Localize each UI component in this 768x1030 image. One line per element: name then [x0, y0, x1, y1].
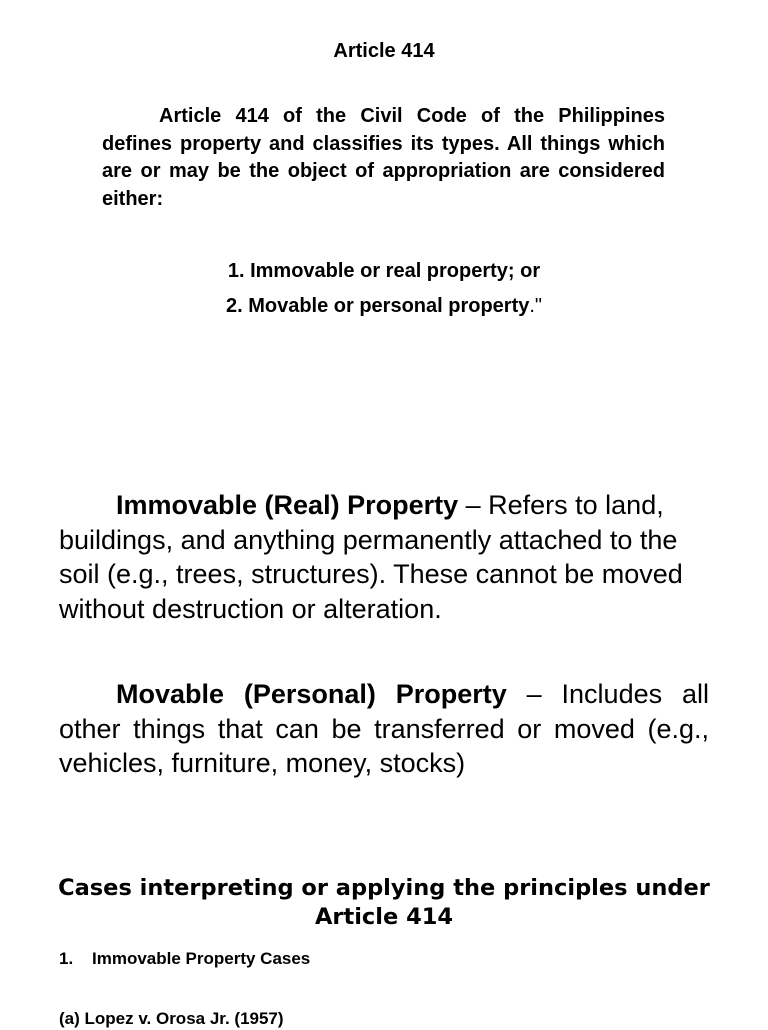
- immovable-property-term: Immovable (Real) Property: [116, 490, 459, 520]
- intro-paragraph: Article 414 of the Civil Code of the Philippines defines property and classifies its types. All things which are or may be the object of appropriation are considered either:: [102, 105, 665, 210]
- movable-property-definition: – Includes all other things that can be transferred or moved (e.g., vehicles, furniture, money, stocks): [59, 679, 709, 778]
- cases-heading: Cases interpreting or applying the principles under Article 414: [58, 875, 710, 930]
- section-label: Immovable Property Cases: [92, 949, 311, 968]
- immovable-property-definition: – Refers to land, buildings, and anything permanently attached to the soil (e.g., trees, structures). These cannot be moved without destruction or alteration.: [59, 490, 683, 624]
- movable-property-term: Movable (Personal) Property: [116, 679, 507, 709]
- section-number: 1.: [59, 949, 74, 968]
- movable-property-paragraph: [59, 677, 709, 781]
- list-item-label: 2. Movable or personal property: [225, 295, 530, 317]
- case-entry: (a) Lopez v. Orosa Jr. (1957): [59, 1009, 284, 1028]
- list-item-label: 1. Immovable or real property; or: [227, 260, 541, 282]
- immovable-cases-section: [59, 948, 310, 970]
- immovable-property-paragraph: [59, 488, 709, 626]
- list-item-immovable: [0, 258, 768, 284]
- closing-quote: .": [529, 295, 543, 317]
- page-title: Article 414: [333, 40, 435, 62]
- list-item-movable: [0, 293, 768, 319]
